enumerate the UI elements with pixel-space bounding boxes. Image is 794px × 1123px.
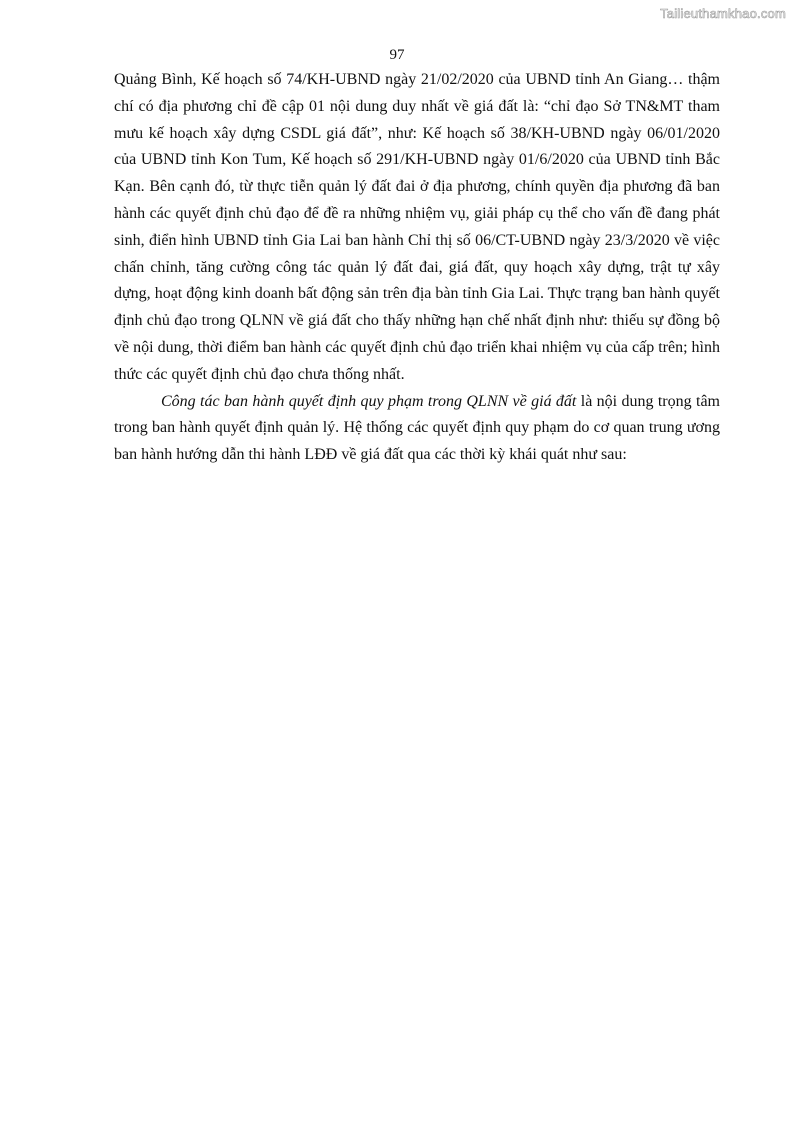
page-body: [114, 67, 720, 469]
paragraph-normative-decisions: [114, 389, 720, 469]
watermark: Tailieuthamkhao.com: [660, 6, 786, 21]
page-number: 97: [389, 47, 405, 63]
paragraph-text: là nội dung trọng tâm trong ban hành quyết định quản lý. Hệ thống các quyết định quy phạm do cơ quan trung ương ban hành hướng dẫn thi hành LĐĐ về giá đất qua các thời kỳ khái quát như sau:: [114, 392, 721, 464]
paragraph-local-directive-decisions: Quảng Bình, Kế hoạch số 74/KH-UBND ngày 21/02/2020 của UBND tỉnh An Giang… thậm chí có địa phương chỉ đề cập 01 nội dung duy nhất về giá đất là: “chỉ đạo Sở TN&MT tham mưu kế hoạch xây dựng CSDL giá đất”, như: Kế hoạch số 38/KH-UBND ngày 06/01/2020 của UBND tỉnh Kon Tum, Kế hoạch số 291/KH-UBND ngày 01/6/2020 của UBND tỉnh Bắc Kạn. Bên cạnh đó, từ thực tiễn quản lý đất đai ở địa phương, chính quyền địa phương đã ban hành các quyết định chủ đạo để đề ra những nhiệm vụ, giải pháp cụ thể cho vấn đề đang phát sinh, điển hình UBND tỉnh Gia Lai ban hành Chỉ thị số 06/CT-UBND ngày 23/3/2020 về việc chấn chỉnh, tăng cường công tác quản lý đất đai, giá đất, quy hoạch xây dựng, trật tự xây dựng, hoạt động kinh doanh bất động sản trên địa bàn tỉnh Gia Lai. Thực trạng ban hành quyết định chủ đạo trong QLNN về giá đất cho thấy những hạn chế nhất định như: thiếu sự đồng bộ về nội dung, thời điểm ban hành các quyết định chủ đạo triển khai nhiệm vụ của cấp trên; hình thức các quyết định chủ đạo chưa thống nhất.: [114, 71, 720, 383]
italic-lead-phrase: Công tác ban hành quyết định quy phạm trong QLNN về giá đất: [161, 392, 577, 410]
